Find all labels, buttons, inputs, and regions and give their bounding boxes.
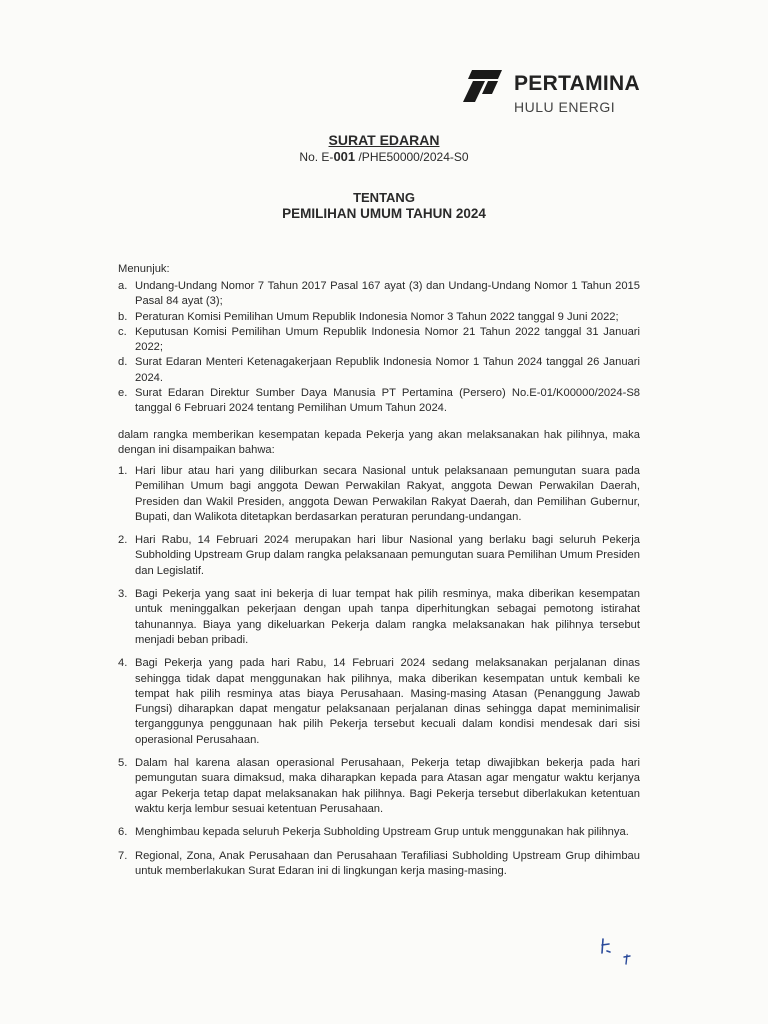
point-text: Bagi Pekerja yang saat ini bekerja di luar tempat hak pilih resminya, maka diberikan kesempatan untuk meninggalkan pekerjaan dengan upah tanpa diperhitungkan sebagai pemotong istirahat tahunannya. Biaya yang dikeluarkan Pekerja dalam rangka melaksanakan hak pilihnya tersebut menjadi beban pribadi. (135, 588, 640, 646)
document-title: SURAT EDARAN (328, 132, 440, 148)
point-text: Hari libur atau hari yang diliburkan secara Nasional untuk pelaksanaan pemungutan suara pada Pemilihan Umum bagi anggota Dewan Perwakilan Rakyat, anggota Dewan Perwakilan Daerah, Presiden dan Wakil Presiden, anggota Dewan Perwakilan Rakyat Daerah, dan Pemilihan Gubernur, Bupati, dan Walikota ditetapkan berdasarkan peraturan perundang-undangan. (135, 465, 640, 523)
document-number-value: 001 (333, 149, 356, 164)
logo-company-subtitle: HULU ENERGI (514, 99, 616, 115)
point-marker: 3. (118, 588, 128, 601)
document-number-prefix: No. E- (299, 150, 334, 164)
point-marker: 4. (118, 657, 128, 670)
references-heading: Menunjuk: (118, 263, 170, 275)
document-subject: PEMILIHAN UMUM TAHUN 2024 (282, 206, 486, 221)
references-list (118, 279, 640, 417)
point-marker: 7. (118, 849, 128, 862)
reference-item (118, 310, 640, 325)
decision-point (118, 587, 640, 648)
decision-point (118, 849, 640, 880)
point-text: Regional, Zona, Anak Perusahaan dan Perusahaan Terafiliasi Subholding Upstream Grup dihimbau untuk memberlakukan Surat Edaran ini di lingkungan kerja masing-masing. (135, 849, 640, 877)
initials-paraf-icon (597, 936, 647, 966)
reference-marker: b. (118, 310, 128, 323)
point-text: Menghimbau kepada seluruh Pekerja Subholding Upstream Grup untuk menggunakan hak pilihnya. (135, 826, 629, 839)
decision-point (118, 825, 640, 840)
reference-marker: d. (118, 356, 128, 369)
point-text: Hari Rabu, 14 Februari 2024 merupakan hari libur Nasional yang berlaku bagi seluruh Pekerja Subholding Upstream Grup dalam rangka pelaksanaan pemungutan suara Pemilihan Umum Presiden dan Legislatif. (135, 534, 640, 577)
about-label: TENTANG (353, 190, 415, 205)
point-marker: 2. (118, 534, 128, 547)
reference-marker: e. (118, 387, 128, 400)
point-text: Bagi Pekerja yang pada hari Rabu, 14 Februari 2024 sedang melaksanakan perjalanan dinas sehingga tidak dapat menggunakan hak pilihnya, maka diberikan kesempatan untuk kembali ke tempat hak pilih resminya atas biaya Perusahaan. Masing-masing Atasan (Penanggung Jawab Fungsi) diharapkan dapat mengatur pelaksanaan perjalanan dinas sehingga dapat meminimalisir terganggunya penggunaan hak pilih Pekerja tersebut kecuali dalam kondisi mendesak dari sisi operasional Perusahaan. (135, 657, 640, 746)
reference-item (118, 355, 640, 386)
intro-paragraph: dalam rangka memberikan kesempatan kepada Pekerja yang akan melaksanakan hak pilihnya, maka dengan ini disampaikan bahwa: (118, 429, 640, 457)
document-number-suffix: /PHE50000/2024-S0 (355, 150, 469, 164)
pertamina-logo (458, 66, 658, 116)
reference-text: Surat Edaran Direktur Sumber Daya Manusia PT Pertamina (Persero) No.E-01/K00000/2024-S8 tanggal 6 Februari 2024 tentang Pemilihan Umum Tahun 2024. (135, 387, 640, 415)
document-number (0, 149, 768, 164)
point-marker: 5. (118, 757, 128, 770)
point-marker: 1. (118, 465, 128, 477)
pertamina-logo-mark-icon (458, 68, 510, 104)
reference-marker: c. (118, 325, 127, 338)
decision-point (118, 756, 640, 817)
logo-company-name: PERTAMINA (514, 72, 640, 95)
reference-text: Surat Edaran Menteri Ketenagakerjaan Republik Indonesia Nomor 1 Tahun 2024 tanggal 26 Januari 2024. (135, 356, 640, 384)
reference-text: Undang-Undang Nomor 7 Tahun 2017 Pasal 167 ayat (3) dan Undang-Undang Nomor 1 Tahun 2015 Pasal 84 ayat (3); (135, 280, 640, 308)
reference-text: Keputusan Komisi Pemilihan Umum Republik Indonesia Nomor 21 Tahun 2022 tanggal 31 Januari 2022; (135, 325, 640, 354)
decision-point (118, 533, 640, 579)
point-marker: 6. (118, 826, 128, 839)
decision-points-list (118, 464, 640, 887)
reference-item (118, 279, 640, 310)
decision-point (118, 464, 640, 525)
reference-text: Peraturan Komisi Pemilihan Umum Republik Indonesia Nomor 3 Tahun 2022 tanggal 9 Juni 2022; (135, 310, 619, 323)
reference-item (118, 386, 640, 417)
reference-marker: a. (118, 280, 128, 292)
decision-point (118, 656, 640, 748)
point-text: Dalam hal karena alasan operasional Perusahaan, Pekerja tetap diwajibkan bekerja pada hari pemungutan suara dimaksud, maka diharapkan kepada para Atasan agar mengatur waktu kerjanya agar Pekerja tetap dapat melaksanakan hak pilihnya. Bagi Pekerja tersebut diberlakukan ketentuan waktu kerja lembur sesuai ketentuan Perusahaan. (135, 757, 640, 815)
reference-item (118, 325, 640, 356)
